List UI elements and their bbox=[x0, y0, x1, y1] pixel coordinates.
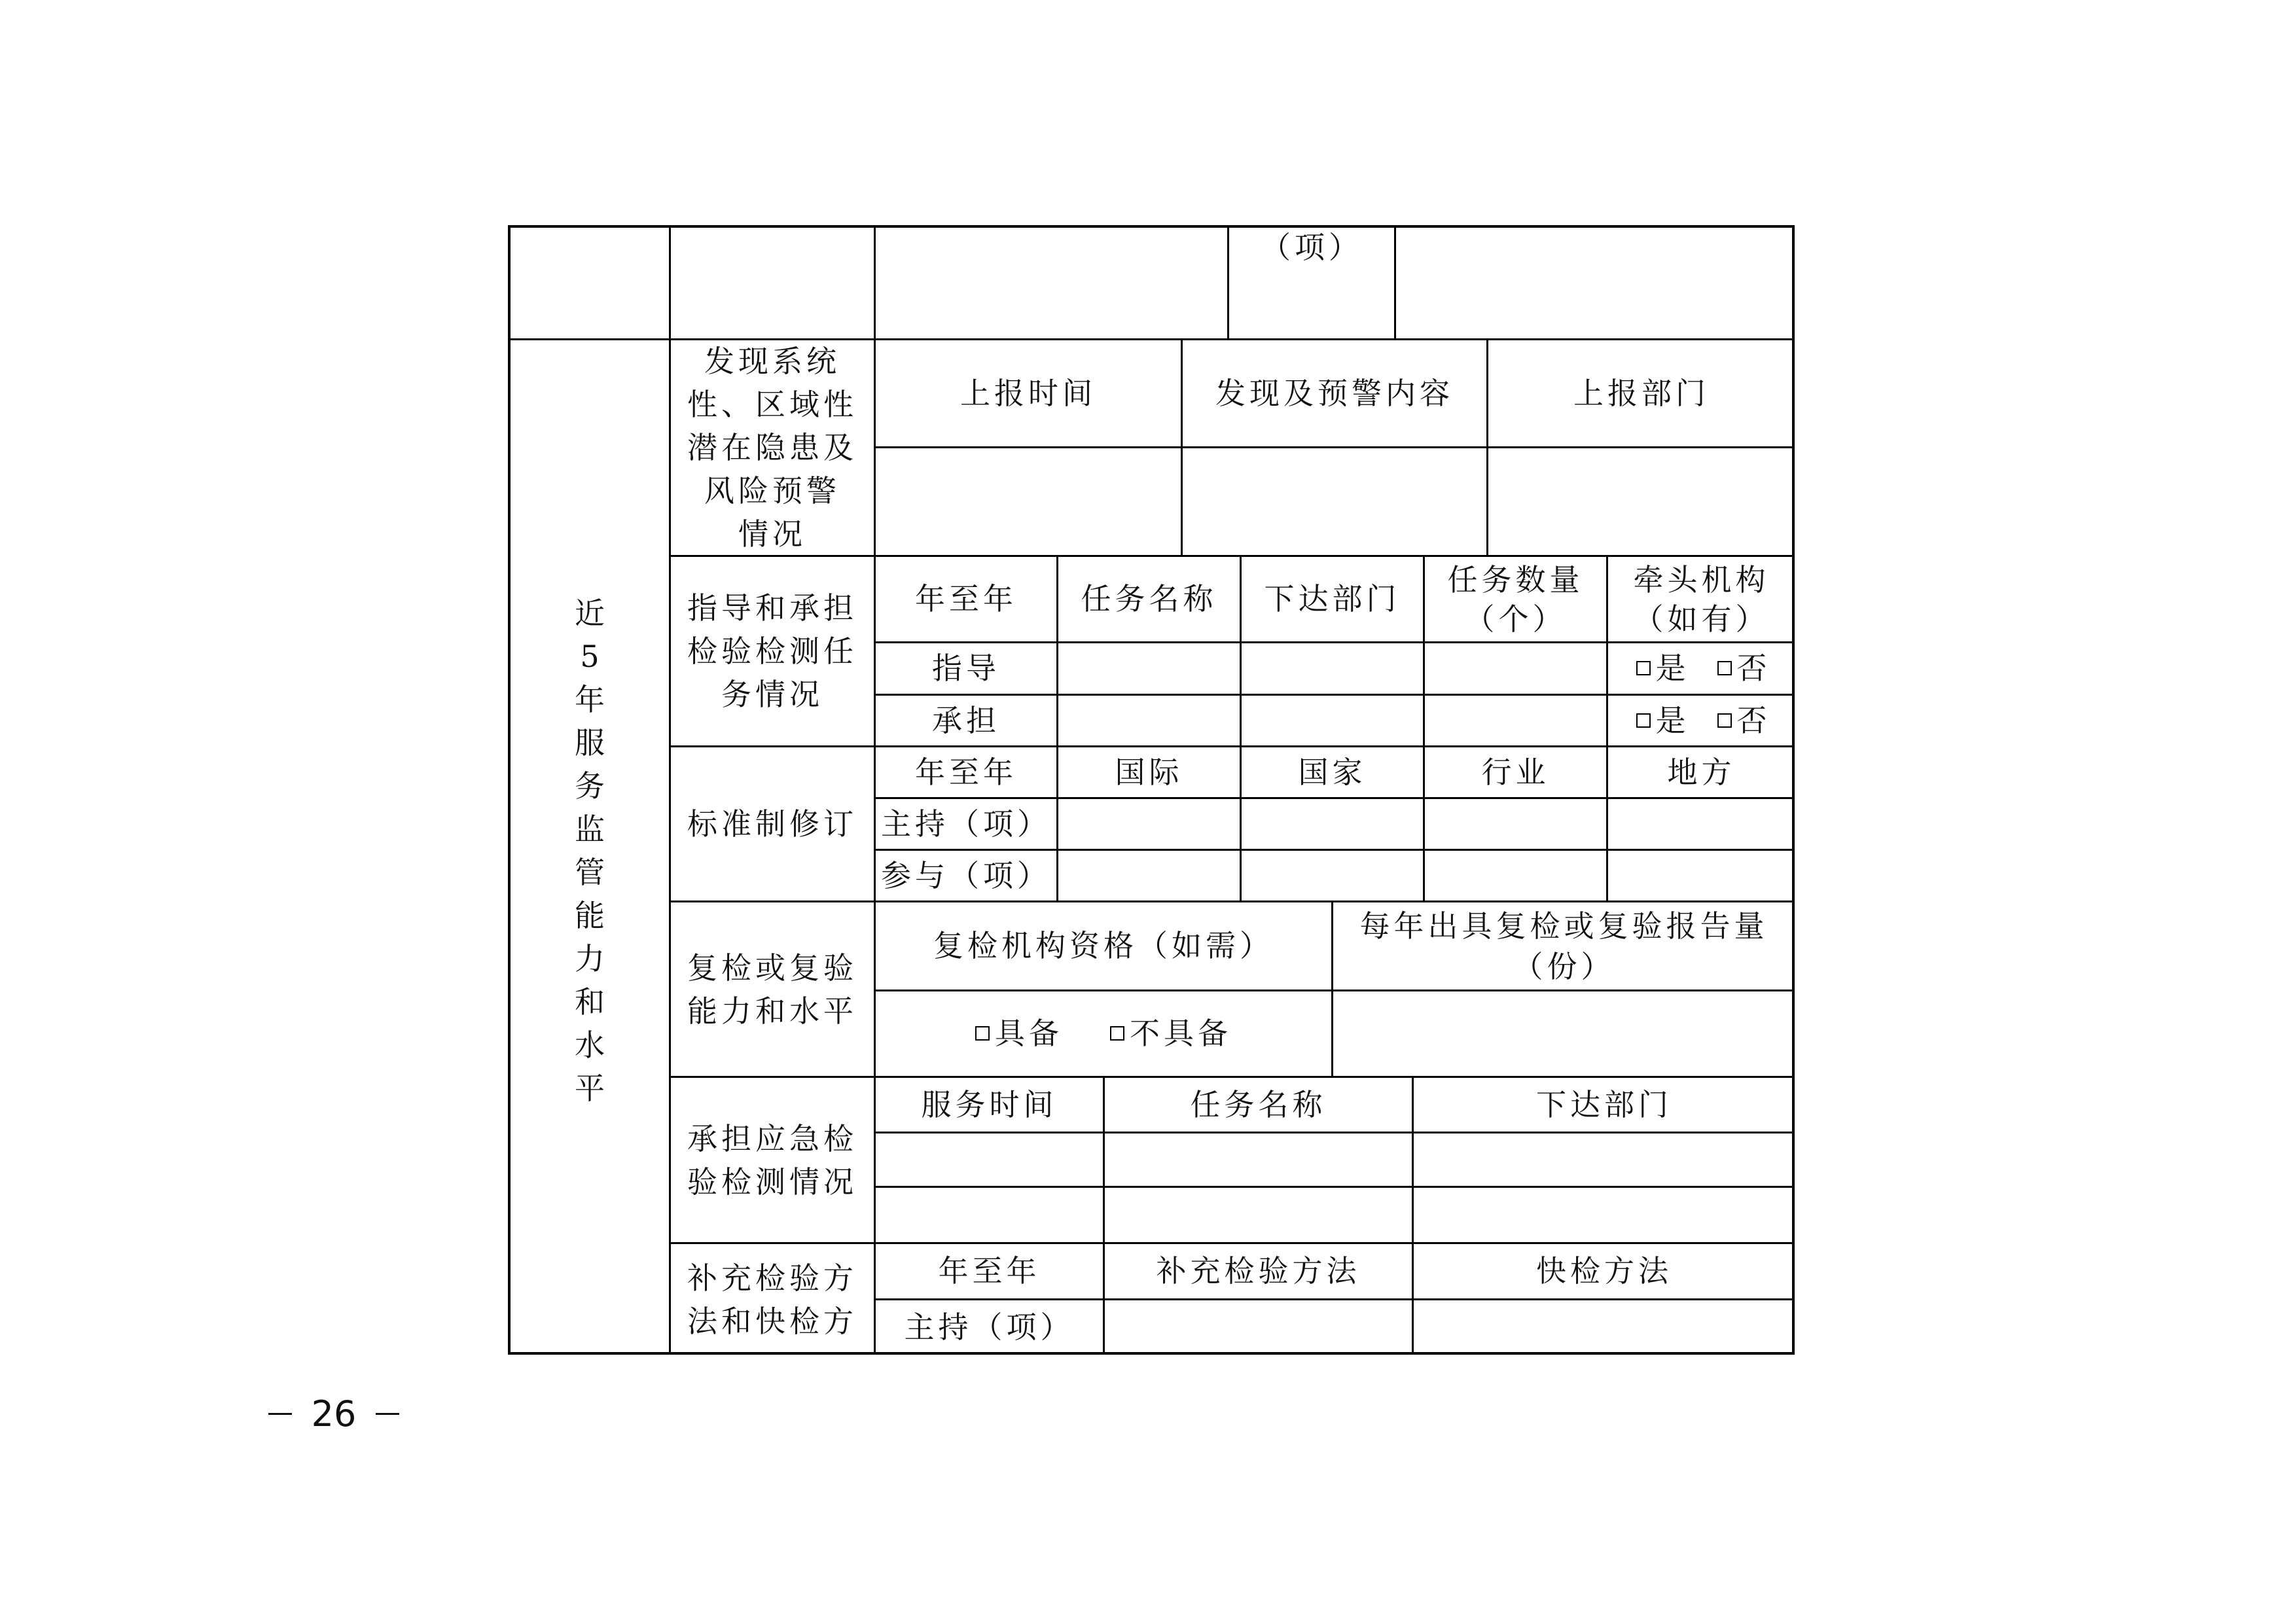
header-char: 务 bbox=[575, 768, 605, 804]
yes-label: 是 bbox=[1655, 702, 1686, 738]
header-task-name: 任务名称 bbox=[1081, 581, 1217, 617]
no-qualification-checkbox[interactable] bbox=[1110, 1026, 1124, 1041]
header-national: 国家 bbox=[1298, 754, 1367, 790]
table-line bbox=[874, 446, 1795, 448]
header-char: 监 bbox=[575, 812, 605, 847]
unit-label: （项） bbox=[1261, 229, 1363, 265]
no-checkbox[interactable] bbox=[1717, 661, 1732, 675]
header-industry: 行业 bbox=[1481, 754, 1550, 790]
yes-no-options bbox=[1608, 696, 1795, 745]
header-year-range: 年至年 bbox=[915, 754, 1017, 790]
has-not-label: 不具备 bbox=[1130, 1016, 1232, 1052]
risk-warning-label: 发现系统 性、区域性 潜在隐患及 风险预警 情况 bbox=[687, 344, 857, 552]
header-char: 力 bbox=[575, 941, 605, 976]
section-header-vertical bbox=[511, 592, 669, 1110]
header-char: 能 bbox=[575, 898, 605, 933]
no-label: 否 bbox=[1736, 702, 1767, 738]
yes-checkbox[interactable] bbox=[1636, 713, 1651, 728]
row-label-undertake: 承担 bbox=[932, 702, 1000, 738]
header-char: 近 bbox=[575, 596, 605, 631]
header-char: 和 bbox=[575, 984, 605, 1020]
table-line bbox=[874, 1132, 1795, 1133]
row-label-participate: 参与（项） bbox=[881, 857, 1051, 893]
header-year-range: 年至年 bbox=[915, 581, 1017, 617]
header-service-time: 服务时间 bbox=[921, 1086, 1058, 1122]
standards-label: 标准制修订 bbox=[687, 806, 857, 842]
has-qualification-checkbox[interactable] bbox=[975, 1026, 990, 1041]
yes-label: 是 bbox=[1655, 651, 1686, 687]
header-warning-content: 发现及预警内容 bbox=[1215, 375, 1454, 411]
header-char: 服 bbox=[575, 725, 605, 760]
page-number-text: 26 bbox=[311, 1393, 357, 1435]
dash-left bbox=[268, 1413, 292, 1415]
guidance-tasks-label: 指导和承担 检验检测任 务情况 bbox=[687, 590, 857, 712]
header-supplementary-method: 补充检验方法 bbox=[1156, 1253, 1361, 1289]
dash-right bbox=[376, 1413, 399, 1415]
yes-checkbox[interactable] bbox=[1636, 661, 1651, 675]
header-international: 国际 bbox=[1115, 754, 1183, 790]
header-char: 管 bbox=[575, 855, 605, 890]
supplementary-label: 补充检验方 法和快检方 bbox=[687, 1260, 857, 1339]
page-number bbox=[249, 1387, 419, 1440]
header-issuing-dept: 下达部门 bbox=[1536, 1086, 1672, 1122]
recheck-label: 复检或复验 能力和水平 bbox=[687, 950, 857, 1029]
header-char: 水 bbox=[575, 1027, 605, 1063]
row-label-host: 主持（项） bbox=[904, 1310, 1075, 1346]
yes-no-options bbox=[1608, 643, 1795, 694]
header-report-quantity: 每年出具复检或复验报告量 （份） bbox=[1359, 908, 1768, 984]
qualification-options bbox=[876, 991, 1331, 1076]
header-char: 平 bbox=[575, 1071, 605, 1106]
row-label-guide: 指导 bbox=[932, 651, 1000, 687]
header-year-range: 年至年 bbox=[938, 1253, 1041, 1289]
header-task-name: 任务名称 bbox=[1190, 1086, 1327, 1122]
header-report-time: 上报时间 bbox=[960, 375, 1096, 411]
header-issuing-dept: 下达部门 bbox=[1264, 581, 1401, 617]
header-quick-method: 快检方法 bbox=[1536, 1253, 1672, 1289]
no-label: 否 bbox=[1736, 651, 1767, 687]
has-label: 具备 bbox=[995, 1016, 1063, 1052]
header-char: 年 bbox=[575, 682, 605, 717]
header-task-count: 任务数量 （个） bbox=[1447, 562, 1584, 637]
header-report-dept: 上报部门 bbox=[1573, 375, 1710, 411]
emergency-label: 承担应急检 验检测情况 bbox=[687, 1120, 857, 1200]
no-checkbox[interactable] bbox=[1717, 713, 1732, 728]
header-lead-org: 牵头机构 （如有） bbox=[1633, 562, 1770, 637]
table-line bbox=[1394, 225, 1396, 338]
header-recheck-qualification: 复检机构资格（如需） bbox=[933, 928, 1274, 964]
header-local: 地方 bbox=[1667, 754, 1736, 790]
table-line bbox=[874, 1186, 1795, 1188]
row-label-host: 主持（项） bbox=[881, 806, 1051, 842]
header-char: 5 bbox=[580, 639, 600, 674]
